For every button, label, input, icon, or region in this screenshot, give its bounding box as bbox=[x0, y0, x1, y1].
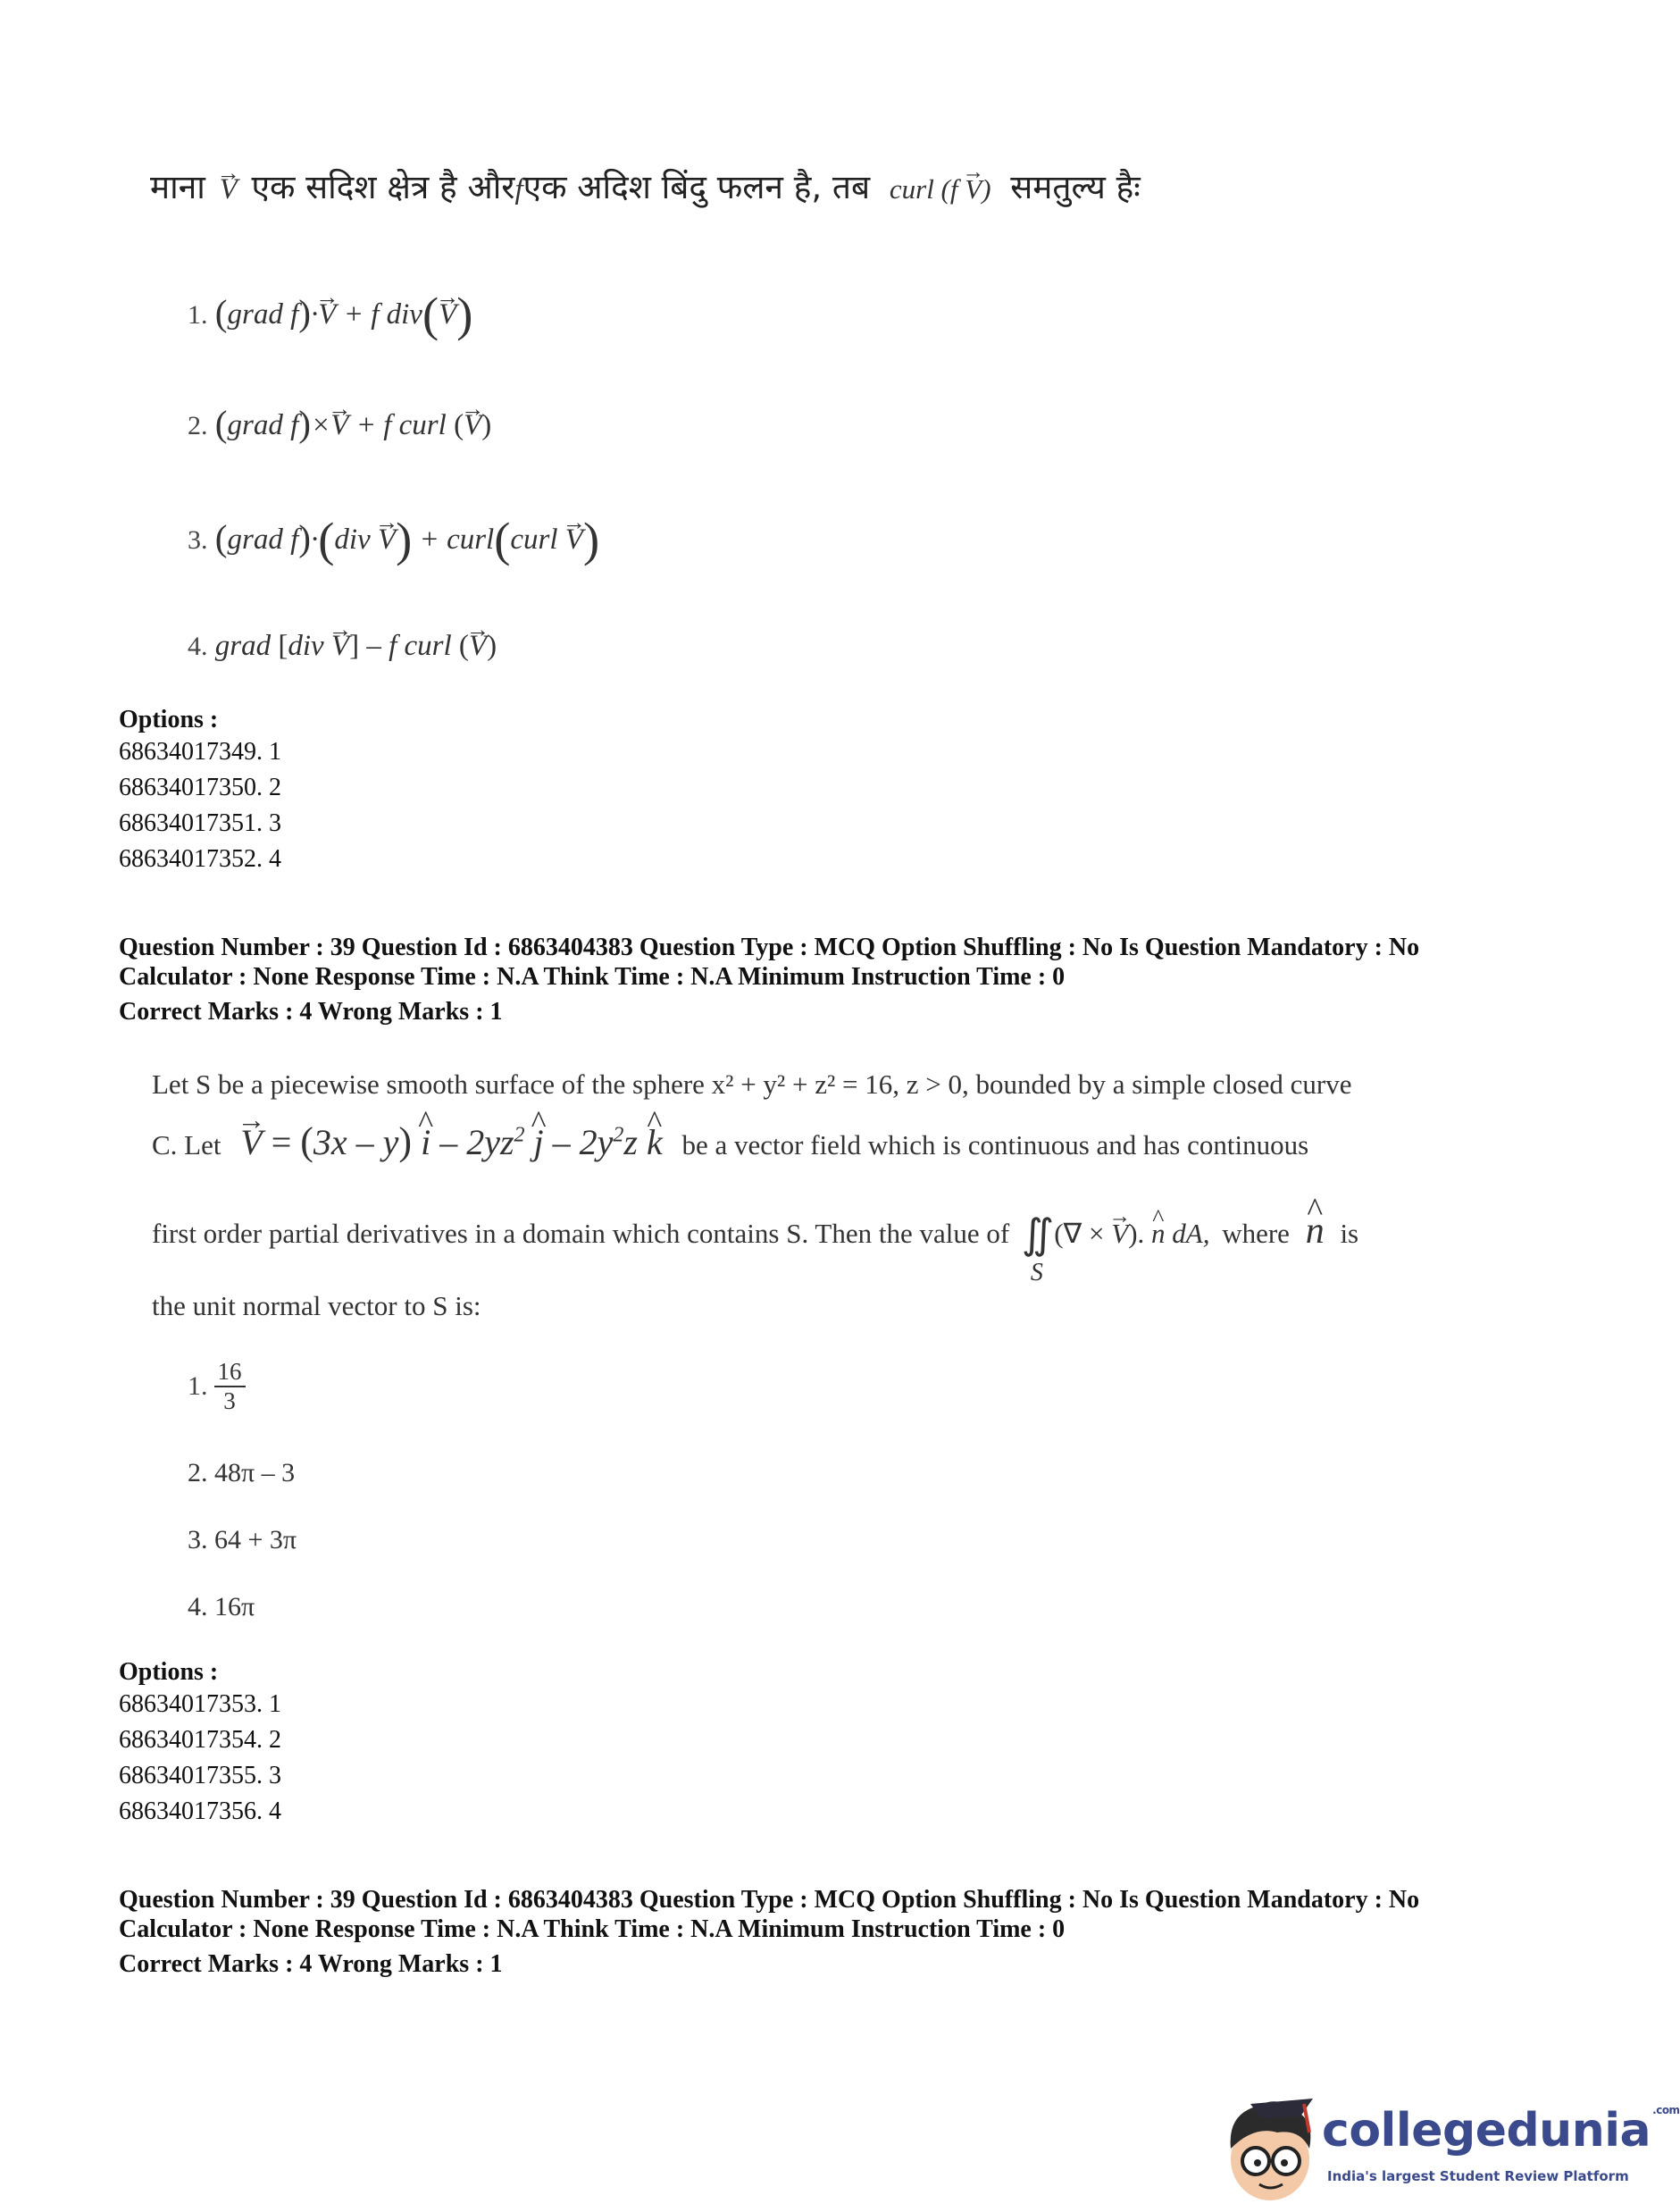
option-item: 68634017353. 1 bbox=[119, 1690, 281, 1718]
q38-stem-part-4: समतुल्य हैः bbox=[1010, 168, 1141, 206]
question-meta-line: Question Number : 39 Question Id : 6863404383 Question Type : MCQ Option Shuffling : No Is Question Mandatory : No bbox=[119, 934, 1420, 961]
q39-unit-normal: ^ n bbox=[1306, 1210, 1325, 1253]
question-meta-line: Question Number : 39 Question Id : 6863404383 Question Type : MCQ Option Shuffling : No Is Question Mandatory : No bbox=[119, 1886, 1420, 1914]
marks-line: Correct Marks : 4 Wrong Marks : 1 bbox=[119, 998, 503, 1026]
option-item: 68634017350. 2 bbox=[119, 774, 281, 801]
q39-text-line-1: Let S be a piecewise smooth surface of the sphere x² + y² + z² = 16, z > 0, bounded by a simple closed curve bbox=[152, 1068, 1352, 1100]
collegedunia-logo bbox=[1215, 2086, 1680, 2207]
q39-options bbox=[119, 1657, 281, 1830]
options-label: Options : bbox=[119, 706, 219, 733]
question-meta-line: Calculator : None Response Time : N.A Think Time : N.A Minimum Instruction Time : 0 bbox=[119, 1915, 1066, 1943]
question-38-stem bbox=[150, 163, 1141, 208]
q38-stem-part-2: एक सदिश क्षेत्र है और bbox=[251, 168, 515, 206]
marks-line: Correct Marks : 4 Wrong Marks : 1 bbox=[119, 1950, 503, 1978]
logo-tagline: India's largest Student Review Platform bbox=[1327, 2168, 1629, 2184]
q38-choice-4: 4. grad [div → V] – f curl (→ V) bbox=[188, 630, 497, 663]
option-item: 68634017351. 3 bbox=[119, 809, 281, 837]
q38-stem-part-3: एक अदिश बिंदु फलन है, तब bbox=[522, 168, 871, 206]
option-item: 68634017356. 4 bbox=[119, 1797, 281, 1825]
q39-choice-3: 3. 64 + 3π bbox=[188, 1525, 297, 1554]
options-label: Options : bbox=[119, 1658, 219, 1686]
q39-text-line-4: the unit normal vector to S is: bbox=[152, 1290, 481, 1321]
option-item: 68634017354. 2 bbox=[119, 1726, 281, 1754]
q39-text-line-3: first order partial derivatives in a domain which contains S. Then the value of ∬ S (∇ × → V). ^ n dA, where ^ n is bbox=[152, 1210, 1358, 1258]
q39-vector-field: → V = (3x – y) ^ i – $2yz^2$ ^ j – $2y^2z$ ^ k bbox=[240, 1122, 663, 1162]
q38-options bbox=[119, 705, 281, 877]
option-item: 68634017349. 1 bbox=[119, 738, 281, 766]
q39-choice-2: 2. 48π – 3 bbox=[188, 1458, 296, 1487]
q38-choice-3: 3. (grad f)·(div → V) + curl(curl → V) bbox=[188, 511, 599, 567]
q38-choice-1: 1. (grad f)·→ V + f div(→ V) bbox=[188, 286, 472, 342]
mascot-icon bbox=[1215, 2086, 1331, 2207]
q39-text-line-2: C. Let → V = (3x – y) ^ i – $2yz^2$ ^ j – $2y^2z$ ^ k be a vector field which is continuous and has continuous bbox=[152, 1119, 1308, 1164]
q38-stem-part-1: माना bbox=[150, 168, 205, 206]
logo-wordmark: collegedunia $^{.com}$ bbox=[1322, 2104, 1680, 2158]
option-item: 68634017352. 4 bbox=[119, 845, 281, 873]
q38-curl-expression: curl (f → V) bbox=[890, 173, 991, 205]
q38-vector-v: → V bbox=[220, 173, 238, 206]
q38-choice-2: 2. (grad f)×→ V + f curl (→ V) bbox=[188, 402, 491, 445]
q39-choice-4: 4. 16π bbox=[188, 1592, 255, 1621]
q39-header bbox=[119, 933, 1419, 1026]
q40-header bbox=[119, 1885, 1419, 1979]
q38-function-f: f bbox=[514, 173, 523, 205]
option-item: 68634017355. 3 bbox=[119, 1762, 281, 1789]
q39-surface-integral: ∬ S (∇ × → V). ^ n dA, bbox=[1022, 1218, 1210, 1249]
question-meta-line: Calculator : None Response Time : N.A Think Time : N.A Minimum Instruction Time : 0 bbox=[119, 963, 1066, 991]
q39-choice-1: 1. $\frac{16}{3}$ bbox=[188, 1358, 246, 1415]
